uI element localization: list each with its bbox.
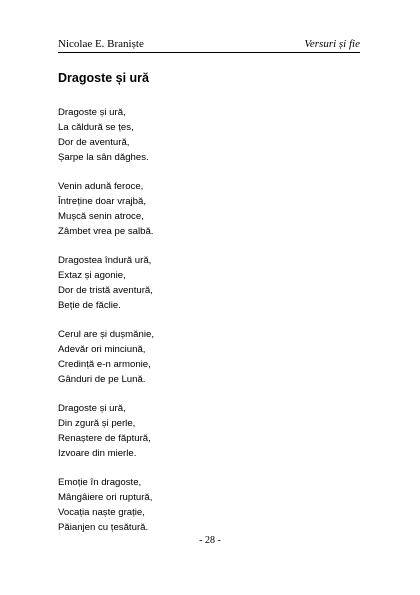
poem-body: [58, 105, 358, 549]
poem-line: Mângâiere ori ruptură,: [58, 492, 153, 503]
poem-line: Adevăr ori minciună,: [58, 344, 146, 355]
stanza: [58, 253, 358, 313]
poem-line: Venin adună feroce,: [58, 181, 144, 192]
poem-line: Mușcă senin atroce,: [58, 211, 144, 222]
poem-line: Beție de făclie.: [58, 300, 121, 311]
poem-line: Emoție în dragoste,: [58, 477, 142, 488]
poem-line: Izvoare din mierle.: [58, 448, 137, 459]
poem-line: Păianjen cu țesătură.: [58, 522, 149, 533]
poem-line: Șarpe la sân dăghes.: [58, 152, 149, 163]
poem-line: Dragostea îndură ură,: [58, 255, 152, 266]
stanza: [58, 401, 358, 461]
stanza: [58, 179, 358, 239]
poem-line: Vocația naște grație,: [58, 507, 145, 518]
poem-line: Credință e-n armonie,: [58, 359, 151, 370]
poem-line: Din zgură și perle,: [58, 418, 136, 429]
poem-line: La căldură se țes,: [58, 122, 134, 133]
poem-line: Renaștere de făptură,: [58, 433, 151, 444]
author-name: Nicolae E. Braniște: [58, 38, 144, 50]
poem-line: Dor de tristă aventură,: [58, 285, 153, 296]
poem-line: Dragoste și ură,: [58, 403, 126, 414]
poem-line: Extaz și agonie,: [58, 270, 126, 281]
stanza: [58, 105, 358, 165]
page-number: - 28 -: [199, 535, 221, 546]
stanza: [58, 327, 358, 387]
stanza: [58, 475, 358, 535]
poem-line: Dragoste și ură,: [58, 107, 126, 118]
poem-title: Dragoste și ură: [58, 71, 150, 85]
page-header: [58, 38, 360, 53]
book-title: Versuri și fie: [304, 38, 360, 50]
poem-line: Cerul are și dușmănie,: [58, 329, 154, 340]
poem-line: Dor de aventură,: [58, 137, 130, 148]
poem-line: Întreține doar vrajbă,: [58, 196, 146, 207]
poem-line: Gânduri de pe Lună.: [58, 374, 146, 385]
poem-line: Zâmbet vrea pe salbă.: [58, 226, 154, 237]
